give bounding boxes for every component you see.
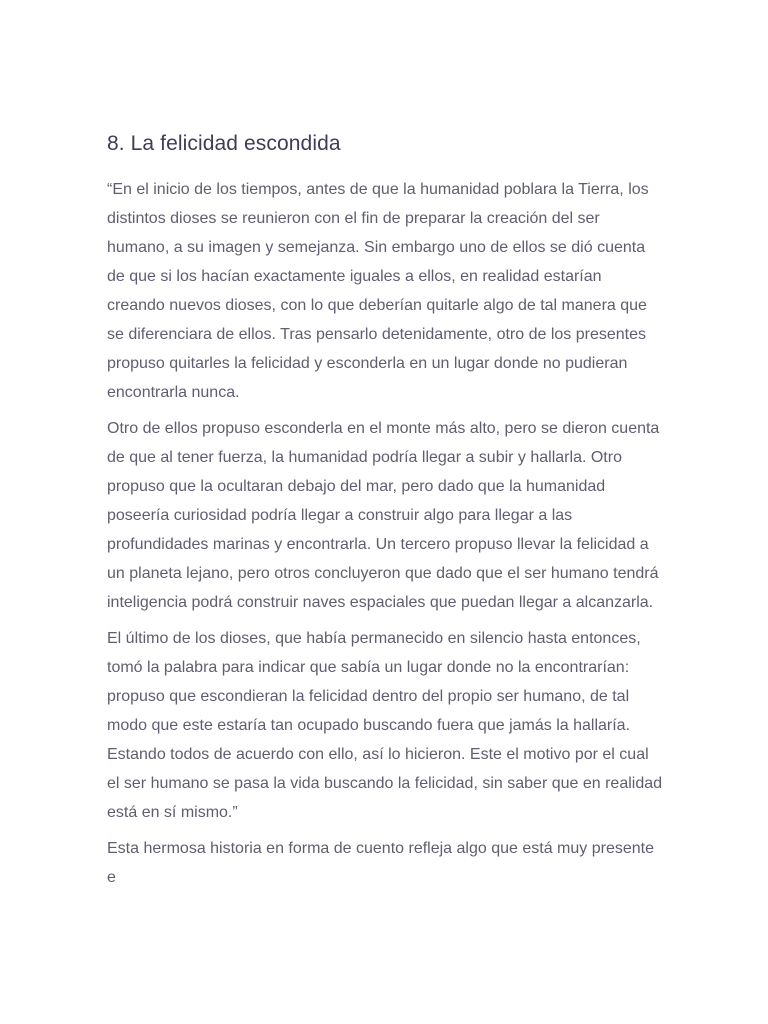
paragraph-1: “En el inicio de los tiempos, antes de que la humanidad poblara la Tierra, los distintos dioses se reunieron con el fin de preparar la creación del ser humano, a su imagen y semejanza. Sin embargo uno de ellos se dió cuenta de que si los hacían exactamente iguales a ellos, en realidad estarían creando nuevos dioses, con lo que deberían quitarle algo de tal manera que se diferenciara de ellos. Tras pensarlo detenidamente, otro de los presentes propuso quitarles la felicidad y esconderla en un lugar donde no pudieran encontrarla nunca. — [107, 181, 649, 401]
section-heading: 8. La felicidad escondida — [107, 132, 341, 155]
paragraph-2: Otro de ellos propuso esconderla en el monte más alto, pero se dieron cuenta de que al tener fuerza, la humanidad podría llegar a subir y hallarla. Otro propuso que la ocultaran debajo del mar, pero dado que la humanidad poseería curiosidad podría llegar a construir algo para llegar a las profundidades marinas y encontrarla. Un tercero propuso llevar la felicidad a un planeta lejano, pero otros concluyeron que dado que el ser humano tendrá inteligencia podrá construir naves espaciales que puedan llegar a alcanzarla. — [107, 420, 660, 611]
document-page — [107, 128, 663, 892]
paragraph-3: El último de los dioses, que había permanecido en silencio hasta entonces, tomó la palabra para indicar que sabía un lugar donde no la encontrarían: propuso que escondieran la felicidad dentro del propio ser humano, de tal modo que este estaría tan ocupado buscando fuera que jamás la hallaría. Estando todos de acuerdo con ello, así lo hicieron. Este el motivo por el cual el ser humano se pasa la vida buscando la felicidad, sin saber que en realidad está en sí mismo.” — [107, 630, 663, 821]
paragraph-4: Esta hermosa historia en forma de cuento refleja algo que está muy presente e — [107, 840, 654, 886]
